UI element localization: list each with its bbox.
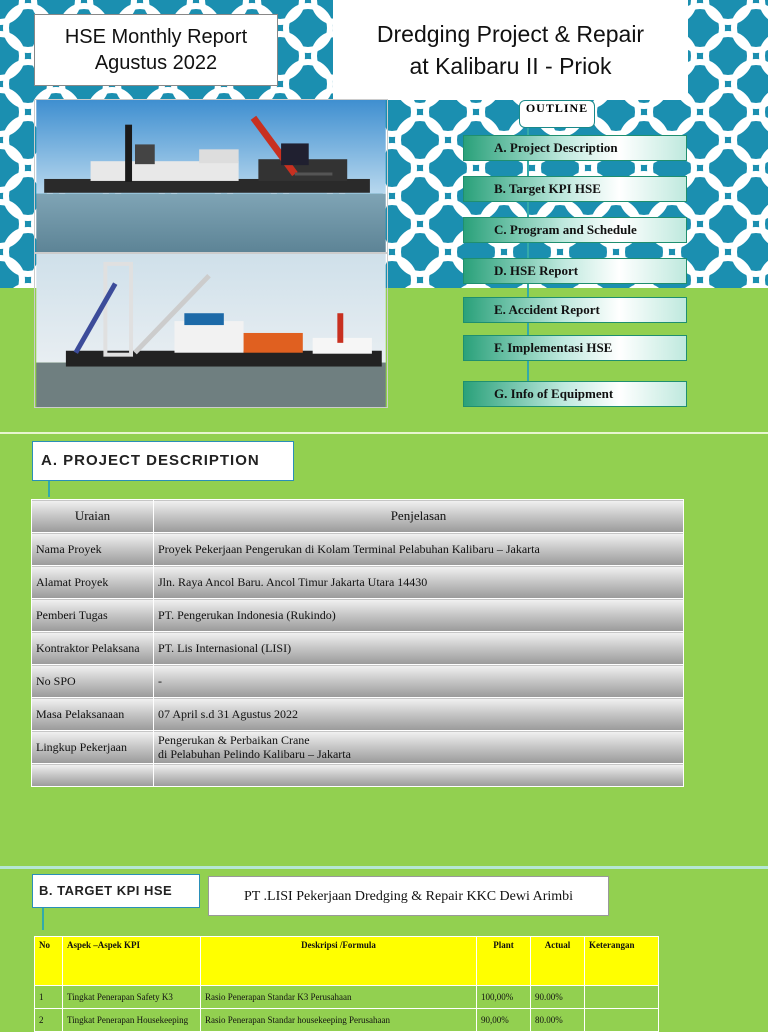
row-label: Nama Proyek	[32, 533, 154, 566]
table-row	[32, 698, 684, 731]
row-value: Jln. Raya Ancol Baru. Ancol Timur Jakarta Utara 14430	[154, 566, 684, 599]
kpi-header-row	[35, 937, 659, 986]
row-value: Pengerukan & Perbaikan Crane di Pelabuhan Pelindo Kalibaru – Jakarta	[154, 731, 684, 764]
outline-item-project-description[interactable]: A. Project Description	[463, 135, 687, 161]
kpi-col-plant: Plant	[477, 937, 531, 986]
kpi-col-no: No	[35, 937, 63, 986]
project-description-table	[31, 499, 684, 787]
kpi-aspek: Tingkat Penerapan Safety K3	[63, 986, 201, 1009]
kpi-col-aspek: Aspek –Aspek KPI	[63, 937, 201, 986]
dredger-photo-top	[34, 99, 388, 253]
section-a-title: A. PROJECT DESCRIPTION	[32, 441, 294, 481]
table-row	[32, 566, 684, 599]
cover-slide	[0, 0, 768, 432]
row-label	[32, 764, 154, 787]
kpi-company-heading: PT .LISI Pekerjaan Dredging & Repair KKC Dewi Arimbi	[208, 876, 609, 916]
slide-divider	[0, 866, 768, 869]
kpi-keterangan	[585, 1009, 659, 1032]
report-title-box	[34, 14, 278, 86]
table-row	[32, 764, 684, 787]
row-value: 07 April s.d 31 Agustus 2022	[154, 698, 684, 731]
outline-label: OUTLINE	[519, 100, 595, 128]
report-title-line1: HSE Monthly Report	[64, 26, 248, 48]
table-row	[32, 665, 684, 698]
kpi-actual: 80.00%	[531, 1009, 585, 1032]
row-value	[154, 764, 684, 787]
row-label: Lingkup Pekerjaan	[32, 731, 154, 764]
table-row	[35, 986, 659, 1009]
section-a-connector	[48, 481, 50, 497]
row-value: PT. Lis Internasional (LISI)	[154, 632, 684, 665]
kpi-plant: 100,00%	[477, 986, 531, 1009]
row-label: Masa Pelaksanaan	[32, 698, 154, 731]
row-value: PT. Pengerukan Indonesia (Rukindo)	[154, 599, 684, 632]
column-header-penjelasan: Penjelasan	[154, 500, 684, 533]
column-header-uraian: Uraian	[32, 500, 154, 533]
outline-item-target-kpi[interactable]: B. Target KPI HSE	[463, 176, 687, 202]
row-label: No SPO	[32, 665, 154, 698]
report-title-line2: Agustus 2022	[94, 52, 218, 74]
table-row	[32, 599, 684, 632]
table-row	[35, 1009, 659, 1032]
project-title-line2: at Kalibaru II - Priok	[409, 53, 612, 79]
table-row	[32, 731, 684, 764]
outline-item-info-equipment[interactable]: G. Info of Equipment	[463, 381, 687, 407]
table-header-row	[32, 500, 684, 533]
outline-item-accident-report[interactable]: E. Accident Report	[463, 297, 687, 323]
row-label: Pemberi Tugas	[32, 599, 154, 632]
section-b-connector	[42, 908, 44, 930]
crane-barge-photo-bottom	[34, 253, 388, 408]
section-b-title: B. TARGET KPI HSE	[32, 874, 200, 908]
kpi-no: 1	[35, 986, 63, 1009]
kpi-plant: 90,00%	[477, 1009, 531, 1032]
table-row	[32, 632, 684, 665]
kpi-deskripsi: Rasio Penerapan Standar housekeeping Perusahaan	[201, 1009, 477, 1032]
kpi-no: 2	[35, 1009, 63, 1032]
project-title-line1: Dredging Project & Repair	[376, 21, 645, 47]
outline-item-implementasi-hse[interactable]: F. Implementasi HSE	[463, 335, 687, 361]
row-value: -	[154, 665, 684, 698]
outline-item-program-schedule[interactable]: C. Program and Schedule	[463, 217, 687, 243]
kpi-table	[34, 936, 659, 1032]
kpi-col-deskripsi: Deskripsi /Formula	[201, 937, 477, 986]
kpi-col-keterangan: Keterangan	[585, 937, 659, 986]
kpi-actual: 90.00%	[531, 986, 585, 1009]
outline-item-hse-report[interactable]: D. HSE Report	[463, 258, 687, 284]
slide-divider	[0, 432, 768, 434]
kpi-aspek: Tingkat Penerapan Housekeeping	[63, 1009, 201, 1032]
row-value: Proyek Pekerjaan Pengerukan di Kolam Terminal Pelabuhan Kalibaru – Jakarta	[154, 533, 684, 566]
table-row	[32, 533, 684, 566]
kpi-keterangan	[585, 986, 659, 1009]
project-title-box	[333, 0, 688, 100]
kpi-deskripsi: Rasio Penerapan Standar K3 Perusahaan	[201, 986, 477, 1009]
kpi-col-actual: Actual	[531, 937, 585, 986]
row-label: Alamat Proyek	[32, 566, 154, 599]
row-label: Kontraktor Pelaksana	[32, 632, 154, 665]
